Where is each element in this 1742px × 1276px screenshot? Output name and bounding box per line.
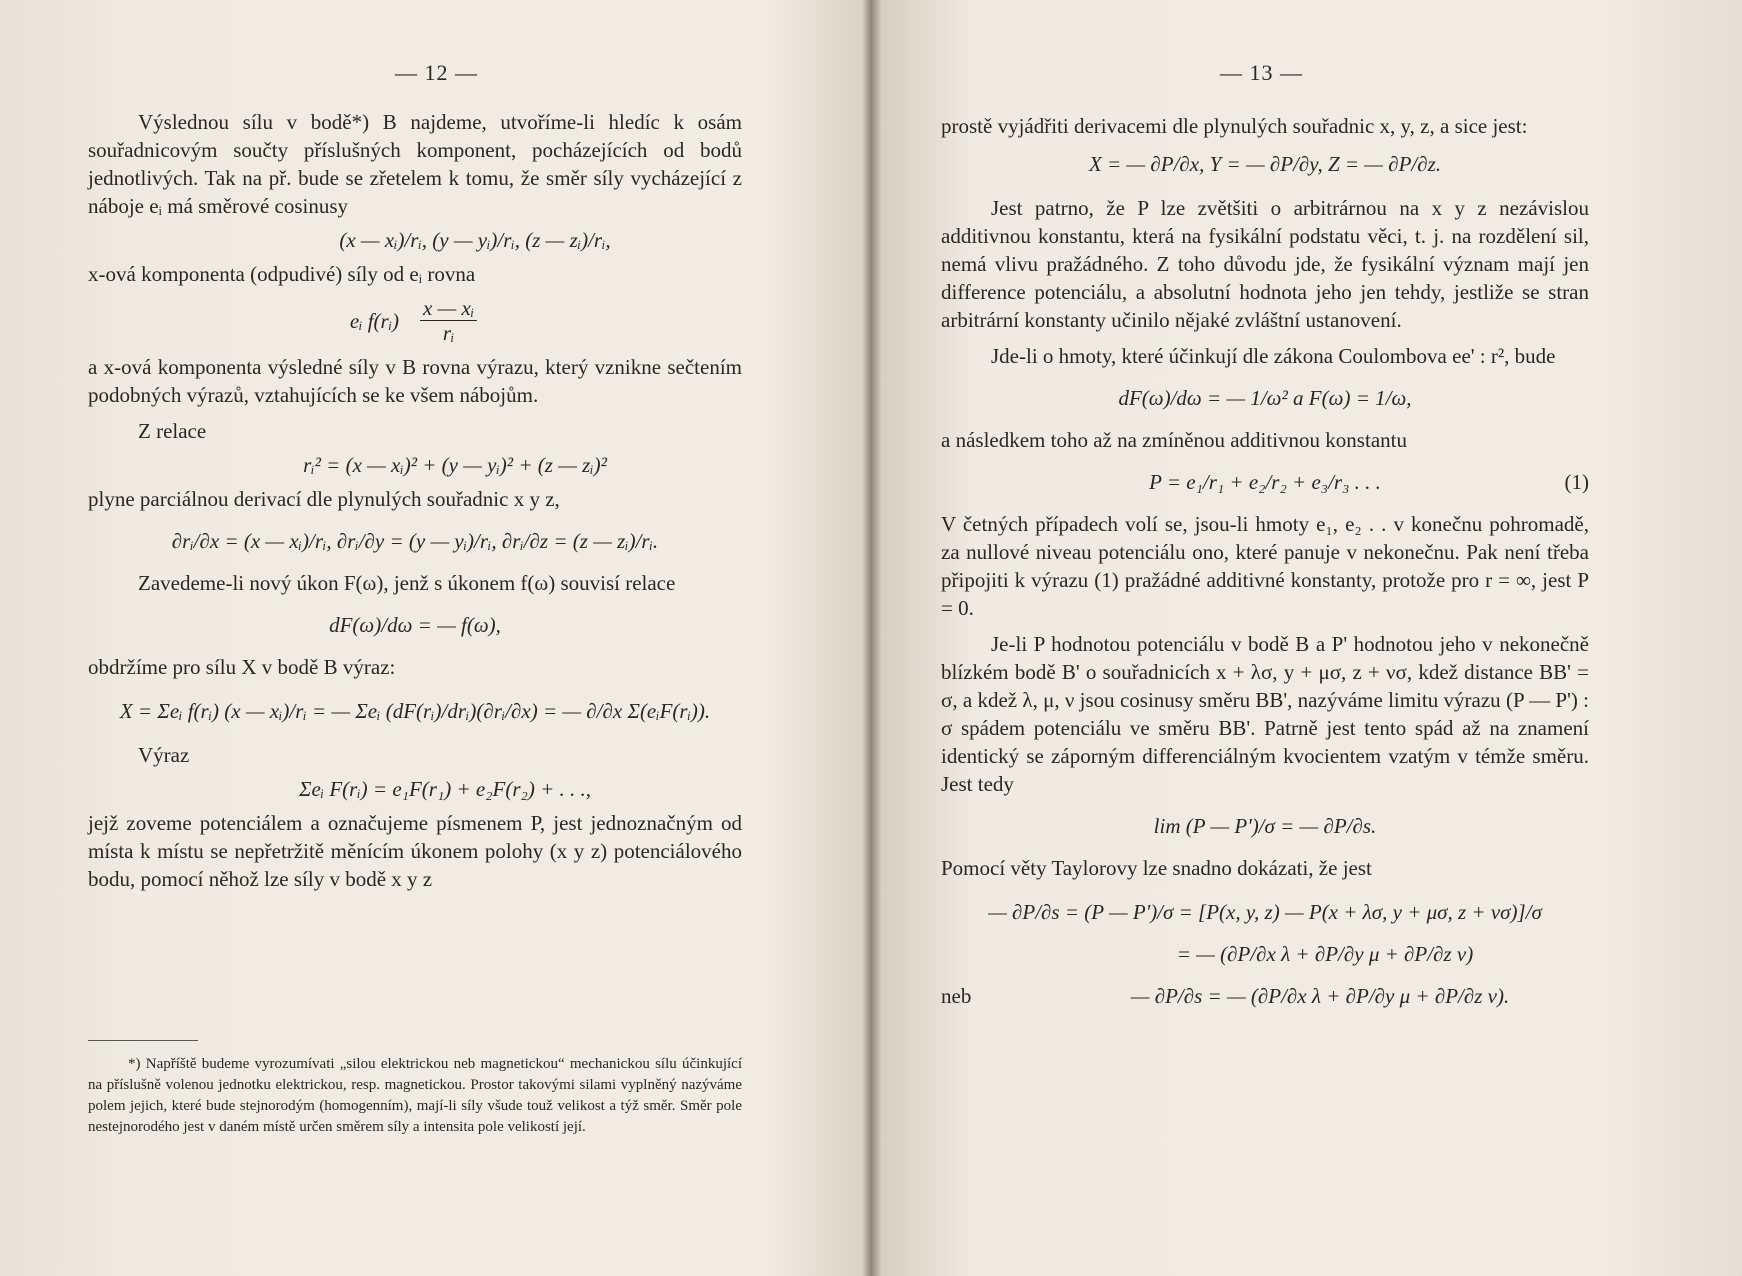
paragraph: Je-li P hodnotou potenciálu v bodě B a P' hodnotou jeho v nekonečně blízkém bodě B' o souřadnicích x + λσ, y + μσ, z + νσ, kdež distance BB' = σ, a kdež λ, μ, ν jsou cosinusy směru BB', nazýváme limitu výrazu (P — P') : σ spádem potenciálu ve směru BB'. Patrně jest tento spád až na znamení identický se záporným differenciálným kvocientem vzatým v témže směru. Jest tedy	[941, 632, 1589, 796]
footnote-text: *) Napříště budeme vyrozumívati „silou elektrickou neb magnetickou“ mechanickou sílu účinkující na příslušně volenou jednotku elektrickou, resp. magnetickou. Prostor takovými silami vyplněný nazýváme polem jejich, které bude stejnorodým (homogenním), mají-li síly všude touž velikost a týž směr. Směr pole nestejnorodého jest v daném místě určen směrem síly a intensita pole velikostí její.	[88, 1056, 742, 1135]
equation: X = — ∂P/∂x, Y = — ∂P/∂y, Z = — ∂P/∂z.	[1088, 152, 1442, 176]
equation-number: (1)	[1564, 470, 1589, 494]
paragraph: Pomocí věty Taylorovy lze snadno dokázati, že jest	[941, 856, 1372, 880]
equation: lim (P — P')/σ = — ∂P/∂s.	[1153, 814, 1377, 838]
paragraph: x-ová komponenta (odpudivé) síly od eᵢ rovna	[88, 262, 476, 286]
equation: — ∂P/∂s = (P — P')/σ = [P(x, y, z) — P(x + λσ, y + μσ, z + νσ)]/σ	[988, 900, 1542, 924]
equation: rᵢ² = (x — xᵢ)² + (y — yᵢ)² + (z — zᵢ)²	[303, 453, 607, 477]
equation-part: eᵢ f(rᵢ)	[349, 308, 400, 333]
paragraph: prostě vyjádřiti derivacemi dle plynulých souřadnic x, y, z, a sice jest:	[941, 114, 1528, 138]
denominator: rᵢ	[442, 321, 455, 345]
equation: = — (∂P/∂x λ + ∂P/∂y μ + ∂P/∂z ν)	[1176, 942, 1474, 966]
equation: — ∂P/∂s = — (∂P/∂x λ + ∂P/∂y μ + ∂P/∂z ν).	[1130, 984, 1510, 1008]
paragraph: Výslednou sílu v bodě*) B najdeme, utvoříme-li hledíc k osám souřadnicovým součty příslušných komponent, pocházejících od bodů jednotlivých. Tak na př. bude se zřetelem k tomu, že směr síly vycházející z náboje eᵢ má směrové cosinusy	[88, 110, 742, 218]
paragraph: Zavedeme-li nový úkon F(ω), jenž s úkonem f(ω) souvisí relace	[138, 571, 676, 595]
equation: (x — xᵢ)/rᵢ, (y — yᵢ)/rᵢ, (z — zᵢ)/rᵢ,	[339, 228, 611, 252]
footnote-rule	[88, 1040, 198, 1041]
paragraph: Jest patrno, že P lze zvětšiti o arbitrárnou na x y z nezávislou additivnou konstantu, která na fysikální podstatu věci, t. j. na rozdělení sil, nemá vlivu pražádného. Z toho důvodu jde, že fysikální význam mají jen difference potenciálu, a absolutní hodnota jeho jen tehdy, jestliže se stran arbitrární konstanty učinilo nějaké zvláštní ustanovení.	[941, 196, 1589, 332]
labeled-equation	[941, 982, 1589, 1010]
numerator: x — xᵢ	[420, 296, 477, 321]
paragraph: jejž zoveme potenciálem a označujeme písmenem P, jest jednoznačným od místa k místu se nepřetržitě měnícím úkonem polohy (x y z) potenciálového bodu, pomocí něhož lze síly v bodě x y z	[88, 811, 742, 891]
paragraph: a následkem toho až na zmíněnou additivnou konstantu	[941, 428, 1407, 452]
equation: X = Σeᵢ f(rᵢ) (x — xᵢ)/rᵢ = — Σeᵢ (dF(rᵢ)/drᵢ)(∂rᵢ/∂x) = — ∂/∂x Σ(eᵢF(rᵢ)).	[119, 699, 711, 723]
numbered-equation	[941, 468, 1589, 496]
right-page	[835, 0, 1742, 1276]
page-number: — 13 —	[1220, 60, 1303, 85]
equation: ∂rᵢ/∂x = (x — xᵢ)/rᵢ, ∂rᵢ/∂y = (y — yᵢ)/rᵢ, ∂rᵢ/∂z = (z — zᵢ)/rᵢ.	[171, 529, 659, 553]
left-page-body	[88, 108, 742, 893]
equation	[88, 296, 742, 345]
paragraph: V četných případech volí se, jsou-li hmoty e₁, e₂ . . v konečnu pohromadě, za nullové niveau potenciálu ono, které panuje v nekonečnu. Pak není třeba připojiti k výrazu (1) pražádné additivné konstanty, protože pro r = ∞, jest P = 0.	[941, 512, 1589, 620]
left-page	[0, 0, 835, 1276]
paragraph: Z relace	[138, 419, 207, 443]
paragraph: plyne parciálnou derivací dle plynulých souřadnic x y z,	[88, 487, 560, 511]
page-number: — 12 —	[395, 60, 478, 85]
equation: P = e₁/r₁ + e₂/r₂ + e₃/r₃ . . .	[1149, 470, 1381, 494]
fraction	[420, 296, 477, 345]
equation: dF(ω)/dω = — 1/ω² a F(ω) = 1/ω,	[1118, 386, 1412, 410]
paragraph: a x-ová komponenta výsledné síly v B rovna výrazu, který vznikne sečtením podobných výrazů, vztahujících se ke všem nábojům.	[88, 355, 742, 407]
equation: Σeᵢ F(rᵢ) = e₁F(r₁) + e₂F(r₂) + . . .,	[298, 777, 591, 801]
paragraph: Jde-li o hmoty, které účinkují dle zákona Coulombova ee' : r², bude	[991, 344, 1556, 368]
equation-label: neb	[941, 984, 972, 1008]
paragraph: Výraz	[138, 743, 190, 767]
right-page-body	[941, 112, 1589, 1010]
equation: dF(ω)/dω = — f(ω),	[329, 613, 501, 637]
paragraph: obdržíme pro sílu X v bodě B výraz:	[88, 655, 396, 679]
footnote	[88, 1054, 742, 1138]
